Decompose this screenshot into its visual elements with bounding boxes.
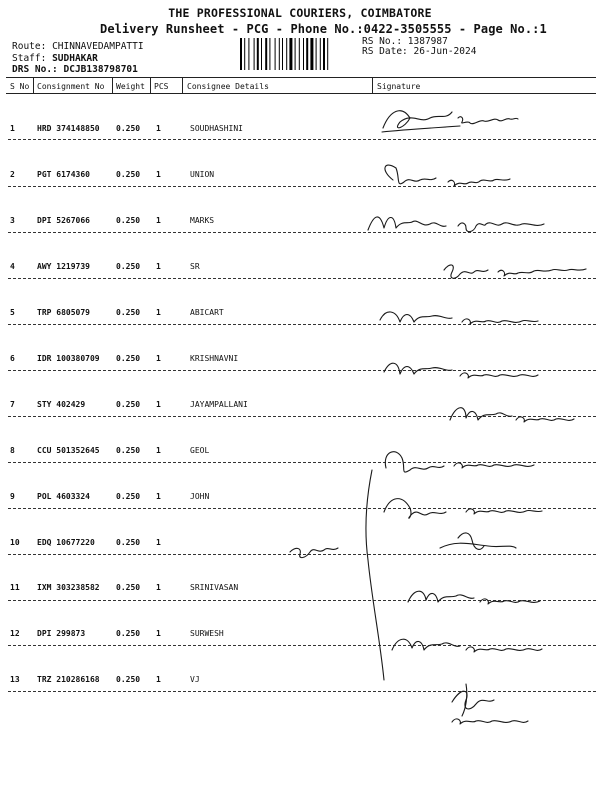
cell-pcs: 1 <box>156 675 161 684</box>
cell-sno: 6 <box>10 354 15 363</box>
row-separator <box>8 278 596 279</box>
cell-pcs: 1 <box>156 216 161 225</box>
cell-consignment: IXM 303238582 <box>37 583 100 592</box>
barcode-bar <box>306 38 308 70</box>
col-header-consignee: Consignee Details <box>187 82 269 91</box>
barcode-bar <box>261 38 262 70</box>
cell-sno: 5 <box>10 308 15 317</box>
row-separator <box>8 600 596 601</box>
barcode-bar <box>286 38 287 70</box>
drs-value: DCJB138798701 <box>63 64 138 75</box>
row-separator <box>8 324 596 325</box>
col-header-sno: S No <box>10 82 30 91</box>
cell-weight: 0.250 <box>116 629 141 638</box>
company-title: THE PROFESSIONAL COURIERS, COIMBATORE <box>168 6 432 20</box>
col-divider <box>150 78 151 93</box>
barcode-bar <box>265 38 267 70</box>
cell-weight: 0.250 <box>116 354 141 363</box>
cell-pcs: 1 <box>156 124 161 133</box>
barcode-bar <box>303 38 304 70</box>
barcode <box>240 38 352 70</box>
cell-weight: 0.250 <box>116 216 141 225</box>
cell-pcs: 1 <box>156 308 161 317</box>
cell-consignee: VJ <box>190 675 200 684</box>
barcode-bar <box>275 38 276 70</box>
cell-weight: 0.250 <box>116 262 141 271</box>
row-separator <box>8 645 596 646</box>
barcode-bar <box>310 38 313 70</box>
barcode-bar <box>299 38 300 70</box>
col-divider <box>33 78 34 93</box>
cell-consignment: CCU 501352645 <box>37 446 100 455</box>
barcode-bar <box>282 38 283 70</box>
cell-consignment: IDR 100380709 <box>37 354 100 363</box>
cell-pcs: 1 <box>156 400 161 409</box>
col-header-pcs: PCS <box>154 82 169 91</box>
barcode-bar <box>240 38 242 70</box>
cell-pcs: 1 <box>156 583 161 592</box>
drs-label: DRS No.: <box>12 64 58 75</box>
cell-consignment: TRZ 210286168 <box>37 675 100 684</box>
drs-line <box>12 64 138 75</box>
cell-consignment: PGT 6174360 <box>37 170 90 179</box>
col-header-weight: Weight <box>116 82 145 91</box>
cell-sno: 4 <box>10 262 15 271</box>
barcode-bar <box>244 38 245 70</box>
cell-consignee: GEOL <box>190 446 210 455</box>
signature-col-divider <box>372 78 373 93</box>
cell-consignee: JOHN <box>190 492 210 501</box>
cell-pcs: 1 <box>156 446 161 455</box>
cell-consignee: KRISHNAVNI <box>190 354 239 363</box>
cell-pcs: 1 <box>156 354 161 363</box>
barcode-bar <box>289 38 292 70</box>
cell-weight: 0.250 <box>116 675 141 684</box>
cell-sno: 12 <box>10 629 20 638</box>
row-separator <box>8 462 596 463</box>
cell-pcs: 1 <box>156 629 161 638</box>
row-separator <box>8 370 596 371</box>
row-separator <box>8 232 596 233</box>
cell-pcs: 1 <box>156 538 161 547</box>
cell-consignment: HRD 374148850 <box>37 124 100 133</box>
cell-weight: 0.250 <box>116 308 141 317</box>
route-label: Route: <box>12 41 47 52</box>
cell-sno: 13 <box>10 675 20 684</box>
cell-consignment: STY 402429 <box>37 400 86 409</box>
col-header-signature: Signature <box>377 82 421 91</box>
cell-sno: 9 <box>10 492 15 501</box>
staff-label: Staff: <box>12 53 47 64</box>
cell-sno: 10 <box>10 538 20 547</box>
barcode-bar <box>257 38 259 70</box>
staff-value: SUDHAKAR <box>52 53 98 64</box>
col-header-consignment: Consignment No <box>37 82 105 91</box>
cell-consignment: TRP 6805079 <box>37 308 90 317</box>
route-value: CHINNAVEDAMPATTI <box>52 41 144 52</box>
cell-consignee: MARKS <box>190 216 215 225</box>
cell-pcs: 1 <box>156 262 161 271</box>
barcode-bar <box>327 38 328 70</box>
table-top-rule <box>6 77 596 78</box>
barcode-bar <box>279 38 280 70</box>
rs-date-line <box>362 46 476 57</box>
runsheet-title: Delivery Runsheet - PCG - Phone No.:0422-3505555 - Page No.:1 <box>100 22 547 36</box>
cell-sno: 8 <box>10 446 15 455</box>
route-line <box>12 41 144 52</box>
col-divider <box>112 78 113 93</box>
cell-sno: 7 <box>10 400 15 409</box>
cell-pcs: 1 <box>156 492 161 501</box>
col-divider <box>182 78 183 93</box>
rs-no-value: 1387987 <box>407 36 448 47</box>
cell-consignment: AWY 1219739 <box>37 262 90 271</box>
cell-pcs: 1 <box>156 170 161 179</box>
row-separator <box>8 186 596 187</box>
rs-date-value: 26-Jun-2024 <box>413 46 477 57</box>
cell-sno: 11 <box>10 583 20 592</box>
cell-weight: 0.250 <box>116 446 141 455</box>
cell-consignment: EDQ 10677220 <box>37 538 95 547</box>
barcode-bar <box>254 38 255 70</box>
cell-weight: 0.250 <box>116 400 141 409</box>
cell-sno: 1 <box>10 124 15 133</box>
rs-date-label: RS Date: <box>362 46 408 57</box>
cell-weight: 0.250 <box>116 124 141 133</box>
staff-line <box>12 53 98 64</box>
cell-consignment: DPI 299873 <box>37 629 86 638</box>
barcode-bar <box>320 38 321 70</box>
table-header-rule <box>6 93 596 94</box>
row-separator <box>8 554 596 555</box>
cell-sno: 3 <box>10 216 15 225</box>
row-separator <box>8 508 596 509</box>
cell-sno: 2 <box>10 170 15 179</box>
cell-consignee: SR <box>190 262 200 271</box>
row-separator <box>8 691 596 692</box>
barcode-bar <box>323 38 325 70</box>
cell-weight: 0.250 <box>116 170 141 179</box>
cell-weight: 0.250 <box>116 492 141 501</box>
cell-consignee: JAYAMPALLANI <box>190 400 248 409</box>
row-separator <box>8 416 596 417</box>
barcode-bar <box>316 38 317 70</box>
cell-consignee: ABICART <box>190 308 224 317</box>
cell-consignee: SURWESH <box>190 629 224 638</box>
cell-consignee: UNION <box>190 170 215 179</box>
rs-no-label: RS No.: <box>362 36 403 47</box>
cell-consignment: DPI 5267066 <box>37 216 90 225</box>
cell-weight: 0.250 <box>116 583 141 592</box>
row-separator <box>8 139 596 140</box>
cell-consignee: SOUDHASHINI <box>190 124 243 133</box>
cell-consignment: POL 4603324 <box>37 492 90 501</box>
cell-weight: 0.250 <box>116 538 141 547</box>
barcode-bar <box>295 38 296 70</box>
barcode-bar <box>269 38 270 70</box>
cell-consignee: SRINIVASAN <box>190 583 239 592</box>
barcode-bar <box>248 38 249 70</box>
